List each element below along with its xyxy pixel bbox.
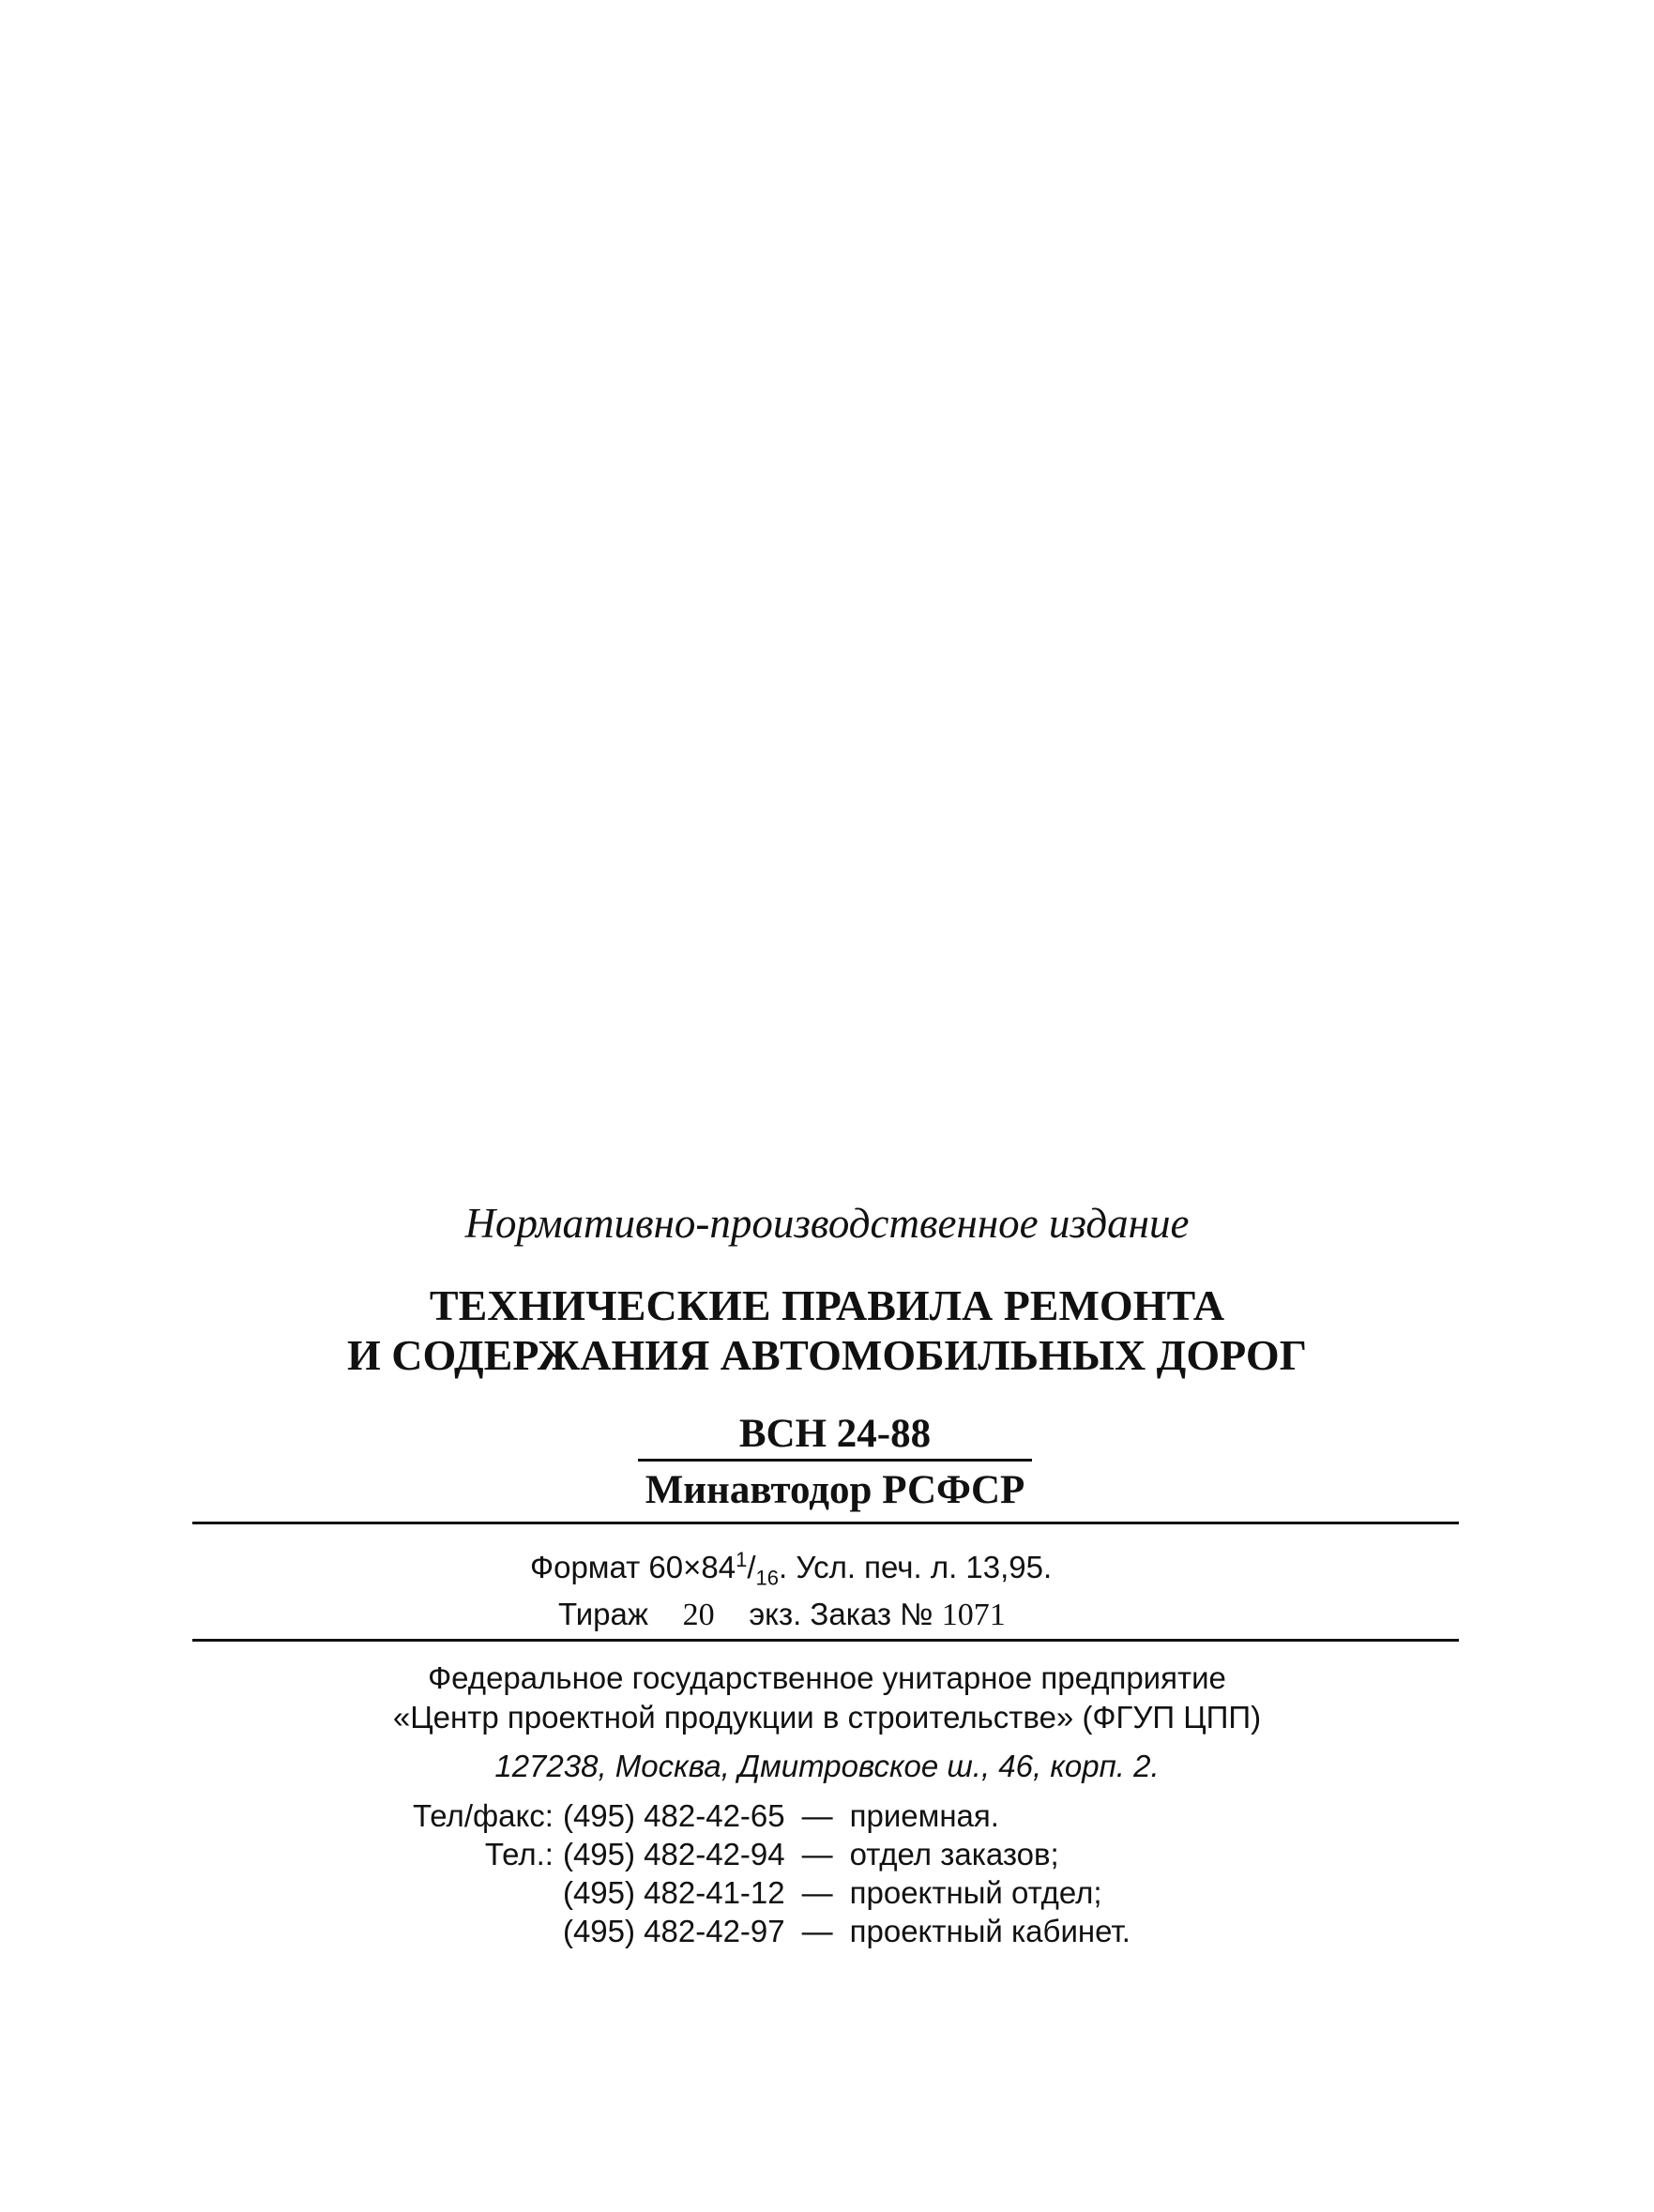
contact-dash: —	[801, 1875, 833, 1910]
document-code-block	[638, 1412, 1032, 1514]
divider-bottom	[192, 1639, 1459, 1642]
format-base: 60×84	[648, 1550, 736, 1584]
contact-row	[413, 1796, 1130, 1835]
contact-department: приемная.	[849, 1798, 999, 1833]
divider-top	[192, 1522, 1459, 1524]
contact-dash: —	[801, 1914, 833, 1948]
contact-department: проектный кабинет.	[849, 1914, 1130, 1948]
ekz-label: экз. Заказ №	[749, 1597, 933, 1631]
contact-label	[413, 1873, 563, 1912]
publisher-address: 127238, Москва, Дмитровское ш., 46, корп. 2.	[494, 1749, 1160, 1783]
format-label: Формат	[530, 1550, 641, 1584]
order-number: 1071	[941, 1598, 1006, 1632]
format-sup: 1	[736, 1548, 748, 1571]
contact-dash: —	[801, 1798, 833, 1833]
edition-type: Нормативно-производственное издание	[464, 1200, 1190, 1247]
contact-phone: (495) 482-42-65	[562, 1798, 785, 1833]
document-code: ВСН 24-88	[738, 1412, 932, 1456]
ministry: Минавтодор РСФСР	[645, 1468, 1025, 1512]
format-slash: /	[747, 1550, 756, 1584]
format-sub: 16	[755, 1566, 779, 1590]
contact-label	[413, 1912, 563, 1950]
contact-dash: —	[801, 1837, 833, 1871]
publisher-line-1: Федеральное государственное унитарное предприятие	[428, 1660, 1226, 1695]
contact-phone: (495) 482-41-12	[562, 1875, 785, 1910]
contact-phone: (495) 482-42-97	[562, 1914, 785, 1948]
format-line	[530, 1548, 1052, 1591]
title-line-1: ТЕХНИЧЕСКИЕ ПРАВИЛА РЕМОНТА	[429, 1281, 1225, 1329]
format-tail: . Усл. печ. л. 13,95.	[779, 1550, 1053, 1584]
contacts-table	[413, 1796, 1130, 1950]
contact-row	[413, 1835, 1130, 1873]
tirazh-value: 20	[682, 1598, 715, 1632]
contact-label: Тел/факс:	[413, 1798, 554, 1833]
contact-row	[413, 1912, 1130, 1950]
contact-phone: (495) 482-42-94	[562, 1837, 785, 1871]
code-divider	[638, 1459, 1032, 1462]
contact-department: отдел заказов;	[849, 1837, 1059, 1871]
contact-label: Тел.:	[484, 1837, 554, 1871]
contact-department: проектный отдел;	[849, 1875, 1102, 1910]
title-line-2: И СОДЕРЖАНИЯ АВТОМОБИЛЬНЫХ ДОРОГ	[347, 1331, 1307, 1379]
tirazh-line	[558, 1597, 1006, 1633]
tirazh-label: Тираж	[558, 1597, 648, 1631]
publisher-line-2: «Центр проектной продукции в строительстве» (ФГУП ЦПП)	[392, 1700, 1262, 1735]
contact-row	[413, 1873, 1130, 1912]
